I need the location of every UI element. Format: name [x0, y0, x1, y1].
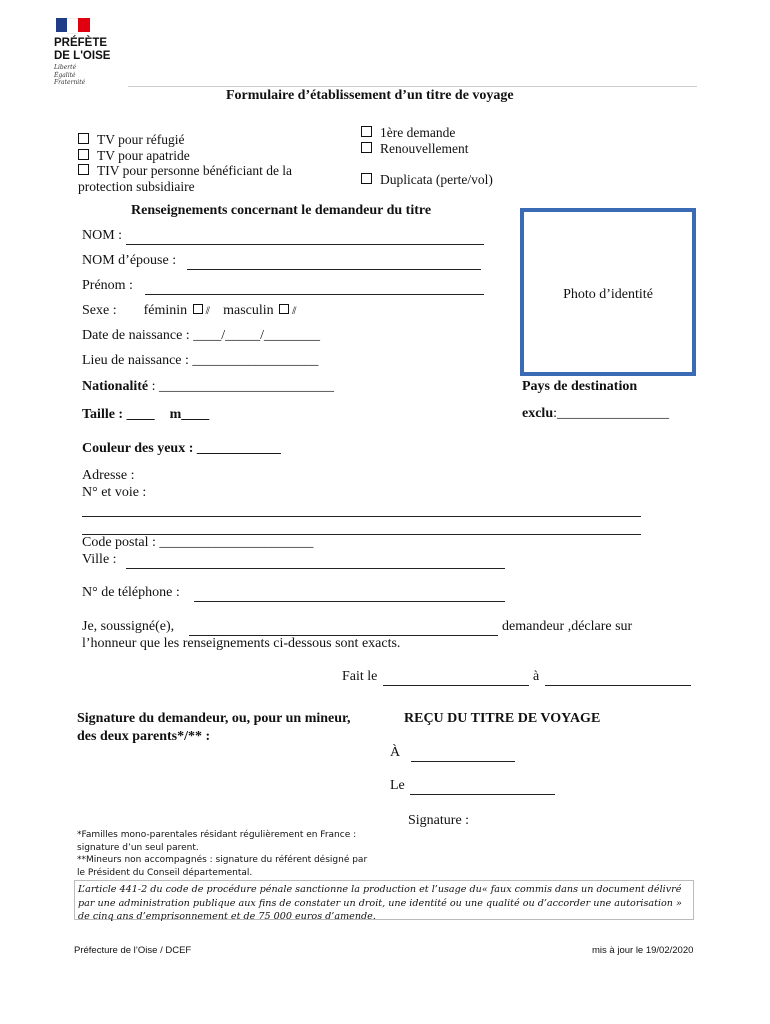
option-apatride[interactable]: TV pour apatride — [78, 148, 190, 164]
label-masculin: masculin — [223, 303, 274, 318]
signature-label-line1: Signature du demandeur, ou, pour un mineur, — [77, 711, 351, 726]
label-couleur-yeux: Couleur des yeux : — [82, 441, 194, 456]
row-pays-exclu — [522, 406, 669, 422]
row-nationalite — [82, 379, 334, 395]
header-divider — [128, 86, 697, 87]
label-voie: N° et voie : — [82, 485, 147, 500]
declaration-line1-end: demandeur ,déclare sur — [502, 619, 633, 634]
label-telephone: N° de téléphone : — [82, 585, 180, 600]
label-date-naissance: Date de naissance : — [82, 328, 190, 343]
photo-frame — [520, 208, 696, 376]
field-recu-le[interactable] — [410, 794, 555, 795]
checkbox-feminin[interactable] — [193, 304, 203, 314]
row-lieu-naissance — [82, 353, 318, 369]
field-prenom[interactable] — [145, 294, 484, 295]
label-adresse: Adresse : — [82, 468, 135, 483]
form-title: Formulaire d’établissement d’un titre de voyage — [226, 88, 514, 103]
label-feminin: féminin — [143, 303, 188, 318]
note-mineurs: **Mineurs non accompagnés : signature du référent désigné par le Président du Conseil départemental. — [77, 855, 368, 878]
label-recu-signature: Signature : — [408, 813, 470, 828]
option-protection-subsidiaire-line2: protection subsidiaire — [78, 179, 195, 194]
checkbox-icon[interactable] — [361, 142, 372, 153]
footer-right: mis à jour le 19/02/2020 — [592, 945, 694, 956]
recu-title: REÇU DU TITRE DE VOYAGE — [404, 711, 601, 726]
label-pays-destination: Pays de destination — [522, 379, 638, 394]
field-nationalite[interactable]: _________________________ — [159, 379, 334, 394]
footer-left: Préfecture de l’Oise / DCEF — [74, 945, 192, 956]
field-fait-a[interactable] — [545, 685, 691, 686]
section-title: Renseignements concernant le demandeur du titre — [131, 203, 432, 218]
option-refugie[interactable]: TV pour réfugié — [78, 132, 184, 148]
field-taille-2[interactable]: m____ — [169, 407, 210, 422]
label-recu-a: À — [390, 745, 401, 760]
field-couleur-yeux[interactable]: ____________ — [196, 441, 281, 456]
label-fait-a: à — [533, 669, 540, 684]
field-taille-1[interactable]: ____ — [126, 407, 155, 422]
field-code-postal[interactable]: ______________________ — [159, 535, 314, 550]
label-taille: Taille : — [82, 407, 124, 422]
label-nationalite: Nationalité — [82, 379, 149, 394]
checkbox-masculin[interactable] — [279, 304, 289, 314]
label-pays-exclu: exclu — [522, 406, 554, 421]
prefecture-logo-name: PRÉFÈTE DE L'OISE — [54, 37, 111, 62]
legal-notice: L’article 441-2 du code de procédure pénale sanctionne la production et l’usage du« faux commis dans un document délivré par une administration publique aux fins de constater un droit, une identité ou une qualité ou d’accorder une autorisation » de cinq ans d’emprisonnement et de 75 000 euros d’amende. — [74, 880, 694, 920]
field-telephone[interactable] — [194, 601, 505, 602]
field-nom[interactable] — [126, 244, 484, 245]
row-sexe: Sexe : féminin ⫽ masculin ⫽ — [82, 303, 297, 318]
checkbox-icon[interactable] — [361, 126, 372, 137]
field-recu-a[interactable] — [411, 761, 515, 762]
note-familles: *Familles mono-parentales résidant régulièrement en France : signature d’un seul parent. — [77, 830, 357, 853]
option-duplicata[interactable]: Duplicata (perte/vol) — [361, 172, 493, 188]
row-taille — [82, 407, 209, 423]
option-protection-subsidiaire[interactable]: TIV pour personne bénéficiant de la — [78, 163, 292, 179]
checkbox-icon[interactable] — [78, 133, 89, 144]
field-ville[interactable] — [126, 568, 505, 569]
field-pays-exclu[interactable]: :________________ — [553, 406, 669, 421]
checkbox-icon[interactable] — [361, 173, 372, 184]
label-prenom: Prénom : — [82, 278, 133, 293]
label-sexe: Sexe : — [82, 303, 117, 318]
checkbox-icon[interactable] — [78, 164, 89, 175]
label-code-postal: Code postal : — [82, 535, 156, 550]
option-renouvellement[interactable]: Renouvellement — [361, 141, 468, 157]
field-nom-epouse[interactable] — [187, 269, 481, 270]
field-date-naissance[interactable]: ____/_____/________ — [193, 328, 320, 343]
photo-label: Photo d’identité — [563, 287, 653, 302]
row-date-naissance — [82, 328, 320, 344]
row-code-postal — [82, 535, 313, 551]
marianne-logo-icon — [56, 18, 90, 32]
checkbox-icon[interactable] — [78, 149, 89, 160]
declaration-line1-start: Je, soussigné(e), — [82, 619, 175, 634]
label-nom: NOM : — [82, 228, 123, 243]
signature-label-line2: des deux parents*/** : — [77, 729, 211, 744]
republic-motto: Liberté Égalité Fraternité — [54, 64, 86, 86]
label-recu-le: Le — [390, 778, 405, 793]
row-couleur-yeux — [82, 441, 281, 457]
option-premiere-demande[interactable]: 1ère demande — [361, 125, 455, 141]
nationalite-colon: : — [148, 379, 159, 394]
field-fait-le[interactable] — [383, 685, 529, 686]
label-lieu-naissance: Lieu de naissance : — [82, 353, 189, 368]
label-ville: Ville : — [82, 552, 117, 567]
field-adresse-line1[interactable] — [82, 516, 641, 517]
declaration-line2: l’honneur que les renseignements ci-dessous sont exacts. — [82, 636, 401, 651]
label-nom-epouse: NOM d’épouse : — [82, 253, 177, 268]
field-lieu-naissance[interactable]: __________________ — [192, 353, 319, 368]
label-fait-le: Fait le — [342, 669, 378, 684]
